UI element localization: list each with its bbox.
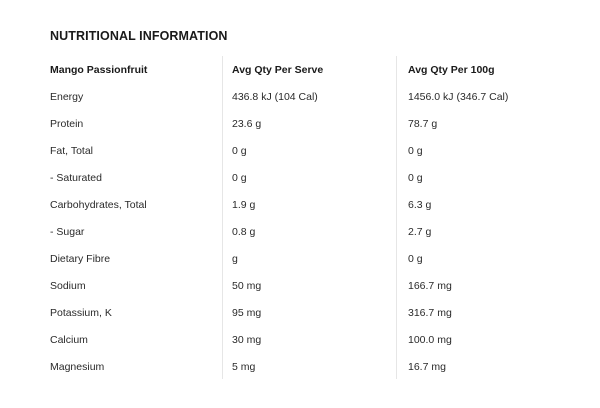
table-row-carbohydrates [0, 192, 600, 219]
table-header-row [0, 57, 600, 84]
nutrient-label: Sodium [50, 280, 86, 292]
nutrient-label: Magnesium [50, 361, 105, 373]
per-serve-value: 436.8 kJ (104 Cal) [232, 91, 318, 103]
per-serve-value: 1.9 g [232, 199, 256, 211]
table-row-dietary-fibre [0, 246, 600, 273]
table-row-sugar [0, 219, 600, 246]
per-100g-value: 100.0 mg [408, 334, 452, 346]
per-100g-value: 16.7 mg [408, 361, 446, 373]
per-100g-value: 0 g [408, 253, 423, 265]
table-row-protein [0, 111, 600, 138]
nutrient-label: Protein [50, 118, 84, 130]
page-title: NUTRITIONAL INFORMATION [50, 29, 228, 43]
per-serve-value: 0 g [232, 145, 247, 157]
per-serve-value: 5 mg [232, 361, 256, 373]
per-100g-value: 166.7 mg [408, 280, 452, 292]
nutrient-label: Energy [50, 91, 84, 103]
per-serve-value: 95 mg [232, 307, 262, 319]
nutrient-label: Fat, Total [50, 145, 93, 157]
nutrient-label: Calcium [50, 334, 88, 346]
per-100g-value: 2.7 g [408, 226, 432, 238]
nutrient-label: - Saturated [50, 172, 102, 184]
per-serve-value: 0 g [232, 172, 247, 184]
table-row-potassium [0, 300, 600, 327]
per-100g-value: 316.7 mg [408, 307, 452, 319]
header-product-name: Mango Passionfruit [50, 64, 148, 76]
nutrient-label: - Sugar [50, 226, 85, 238]
per-serve-value: 0.8 g [232, 226, 256, 238]
per-100g-value: 0 g [408, 145, 423, 157]
header-per-serve: Avg Qty Per Serve [232, 64, 324, 76]
per-serve-value: g [232, 253, 238, 265]
nutrient-label: Potassium, K [50, 307, 112, 319]
per-100g-value: 0 g [408, 172, 423, 184]
table-row-sodium [0, 273, 600, 300]
per-serve-value: 30 mg [232, 334, 262, 346]
per-100g-value: 1456.0 kJ (346.7 Cal) [408, 91, 509, 103]
table-row-saturated [0, 165, 600, 192]
per-100g-value: 78.7 g [408, 118, 438, 130]
table-row-energy [0, 84, 600, 111]
per-serve-value: 23.6 g [232, 118, 262, 130]
header-per-100g: Avg Qty Per 100g [408, 64, 495, 76]
nutrient-label: Carbohydrates, Total [50, 199, 147, 211]
table-row-fat-total [0, 138, 600, 165]
table-row-calcium [0, 327, 600, 354]
table-row-magnesium [0, 354, 600, 381]
nutrient-label: Dietary Fibre [50, 253, 111, 265]
nutrition-table [0, 56, 600, 380]
per-serve-value: 50 mg [232, 280, 262, 292]
per-100g-value: 6.3 g [408, 199, 432, 211]
